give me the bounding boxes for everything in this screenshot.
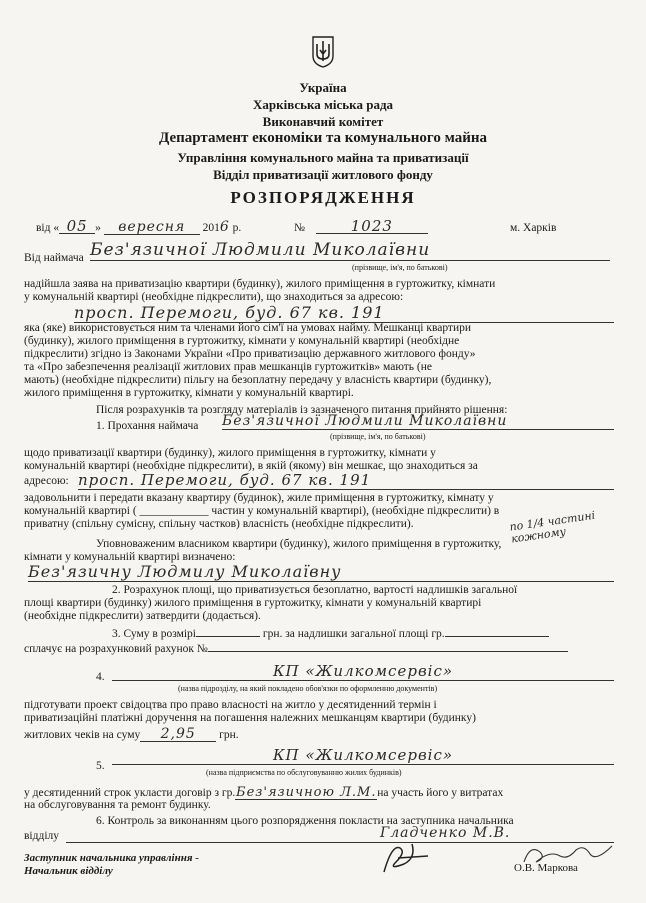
- number-line: № 1023: [294, 220, 428, 235]
- property-address: просп. Перемоги, буд. 67 кв. 191: [74, 303, 614, 323]
- item1-line5: комунальній квартирі ( ____________ частин у комунальній квартирі), (необхідне підкреслити) в: [24, 505, 500, 517]
- para1-line7: мають) (необхідне підкреслити) пільгу на безоплатну передачу у власність квартири (будинку),: [24, 374, 492, 386]
- item1-line6: приватну (спільну сумісну, спільну частков) власність (необхідне підкреслити).: [24, 518, 414, 530]
- item4-caption: (назва підрозділу, на який покладено обов'язки по оформленню документів): [178, 684, 438, 693]
- item5-organization: КП «Жилкомсервіс»: [112, 746, 614, 765]
- para1-line6: та «Про забезпечення реалізації житлових прав мешканців гуртожитків» мають (не: [24, 361, 432, 373]
- document-number: 1023: [316, 220, 428, 234]
- item4-number: 4.: [96, 671, 105, 683]
- item1-tenant-name: Без'язичної Людмили Миколаївни: [222, 413, 614, 430]
- item2-line3: (необхідне підкреслити) затвердити (додається).: [24, 610, 261, 622]
- item2-line2: площі квартири (будинку) жилого приміщення в гуртожитку, кімнати у комунальній квартирі: [24, 597, 482, 609]
- item2-line1: 2. Розрахунок площі, що приватизується безоплатно, вартості надлишків загальної: [112, 584, 518, 596]
- tenant-caption: (прізвище, ім'я, по батькові): [352, 263, 448, 272]
- item1-address: просп. Перемоги, буд. 67 кв. 191: [78, 471, 614, 490]
- item5-line2: на обслуговування та ремонт будинку.: [24, 799, 211, 811]
- document-title: РОЗПОРЯДЖЕННЯ: [230, 188, 416, 207]
- item5-person: Без'язичною Л.М.: [236, 785, 377, 800]
- city: м. Харків: [510, 222, 557, 234]
- header-directorate: Управління комунального майна та приватизації: [177, 150, 469, 165]
- item1-line4: задовольнити і передати вказану квартиру (будинок), жиле приміщення в гуртожитку, кімнату у: [24, 492, 494, 504]
- header-committee: Виконавчий комітет: [262, 114, 384, 129]
- authorized-owner: Без'язичну Людмилу Миколаївну: [28, 562, 614, 582]
- date-month: вересня: [104, 221, 200, 235]
- item3-line1: 3. Суму в розмірі грн. за надлишки загальної площі гр.: [112, 628, 549, 641]
- header-council: Харківська міська рада: [252, 97, 394, 112]
- item1-line1: щодо приватизації квартири (будинку), жилого приміщення в гуртожитку, кімнати у: [24, 447, 436, 459]
- item6-line2: відділу: [24, 830, 60, 842]
- date-day: 05: [59, 220, 95, 234]
- para1-line1: надійшла заява на приватизацію квартири (будинку), жилого приміщення в гуртожитку, кімнати: [24, 278, 496, 290]
- item5-caption: (назва підприємства по обслуговуванню жилих будинків): [206, 768, 402, 777]
- check-sum: 2,95: [140, 728, 216, 742]
- authorized-line1: Уповноваженим власником квартири (будинку), жилого приміщення в гуртожитку,: [96, 538, 502, 550]
- item4-organization: КП «Жилкомсервіс»: [112, 662, 614, 681]
- para1-line2: у комунальній квартирі (необхідне підкреслити), що знаходиться за адресою:: [24, 291, 404, 303]
- item6-line1: 6. Контроль за виконанням цього розпорядження покласти на заступника начальника: [96, 815, 514, 827]
- item4-line3: житлових чеків на суму 2,95 грн.: [24, 726, 239, 742]
- item3-line2: сплачує на розрахунковий рахунок №: [24, 643, 568, 656]
- signer-name: О.В. Маркова: [514, 862, 578, 874]
- signoff-role1: Заступник начальника управління -: [24, 852, 199, 864]
- authorized-line2: кімнати у комунальній квартирі визначено:: [24, 551, 236, 563]
- margin-note: по 1/4 частині кожному: [508, 508, 596, 546]
- item5-line1: у десятиденний строк укласти договір з гр.Без'язичною Л.М.на участь його у витратах: [24, 785, 504, 800]
- item6-controller: Гладченко М.В.: [380, 825, 511, 841]
- item5-number: 5.: [96, 760, 105, 772]
- header-department: Департамент економіки та комунального майна: [158, 130, 488, 146]
- signoff-role2: Начальник відділу: [24, 865, 113, 877]
- para1-line4: (будинку), жилого приміщення в гуртожитку, кімнати у комунальній квартирі (необхідне: [24, 335, 460, 347]
- item4-line1: підготувати проект свідоцтва про право власності на житло у десятиденний термін і: [24, 699, 437, 711]
- trident-emblem-icon: [312, 36, 334, 68]
- item1-label: 1. Прохання наймача: [96, 420, 199, 432]
- header-country: Україна: [299, 80, 347, 95]
- date-line: від « 05 » вересня 2016 р.: [36, 217, 242, 235]
- para1-line5: підкреслити) згідно із Законами України «Про приватизацію державного житлового фонду»: [24, 348, 476, 360]
- item4-line2: приватизаційні платіжні доручення на погашення належних мешканцям квартири (будинку): [24, 712, 476, 724]
- item1-caption: (прізвище, ім'я, по батькові): [330, 432, 426, 441]
- tenant-label: Від наймача: [24, 252, 84, 264]
- para1-line8: жилого приміщення в гуртожитку, кімнати у комунальній квартирі.: [24, 387, 354, 399]
- para1-line3: яка (яке) використовується ним та членами його сім'ї на умовах найму. Мешканці квартири: [24, 322, 472, 334]
- tenant-name: Без'язичної Людмили Миколаївни: [90, 240, 610, 261]
- item1-address-label: адресою:: [24, 475, 69, 487]
- header-division: Відділ приватизації житлового фонду: [213, 167, 433, 182]
- handwritten-signature-icon: [376, 838, 436, 878]
- item1-line2: комунальній квартирі (необхідне підкреслити), в якій (якому) він мешкає, що знаходиться за: [24, 460, 478, 472]
- decision-intro: Після розрахунків та розгляду матеріалів із зазначеного питання прийнято рішення:: [96, 404, 508, 416]
